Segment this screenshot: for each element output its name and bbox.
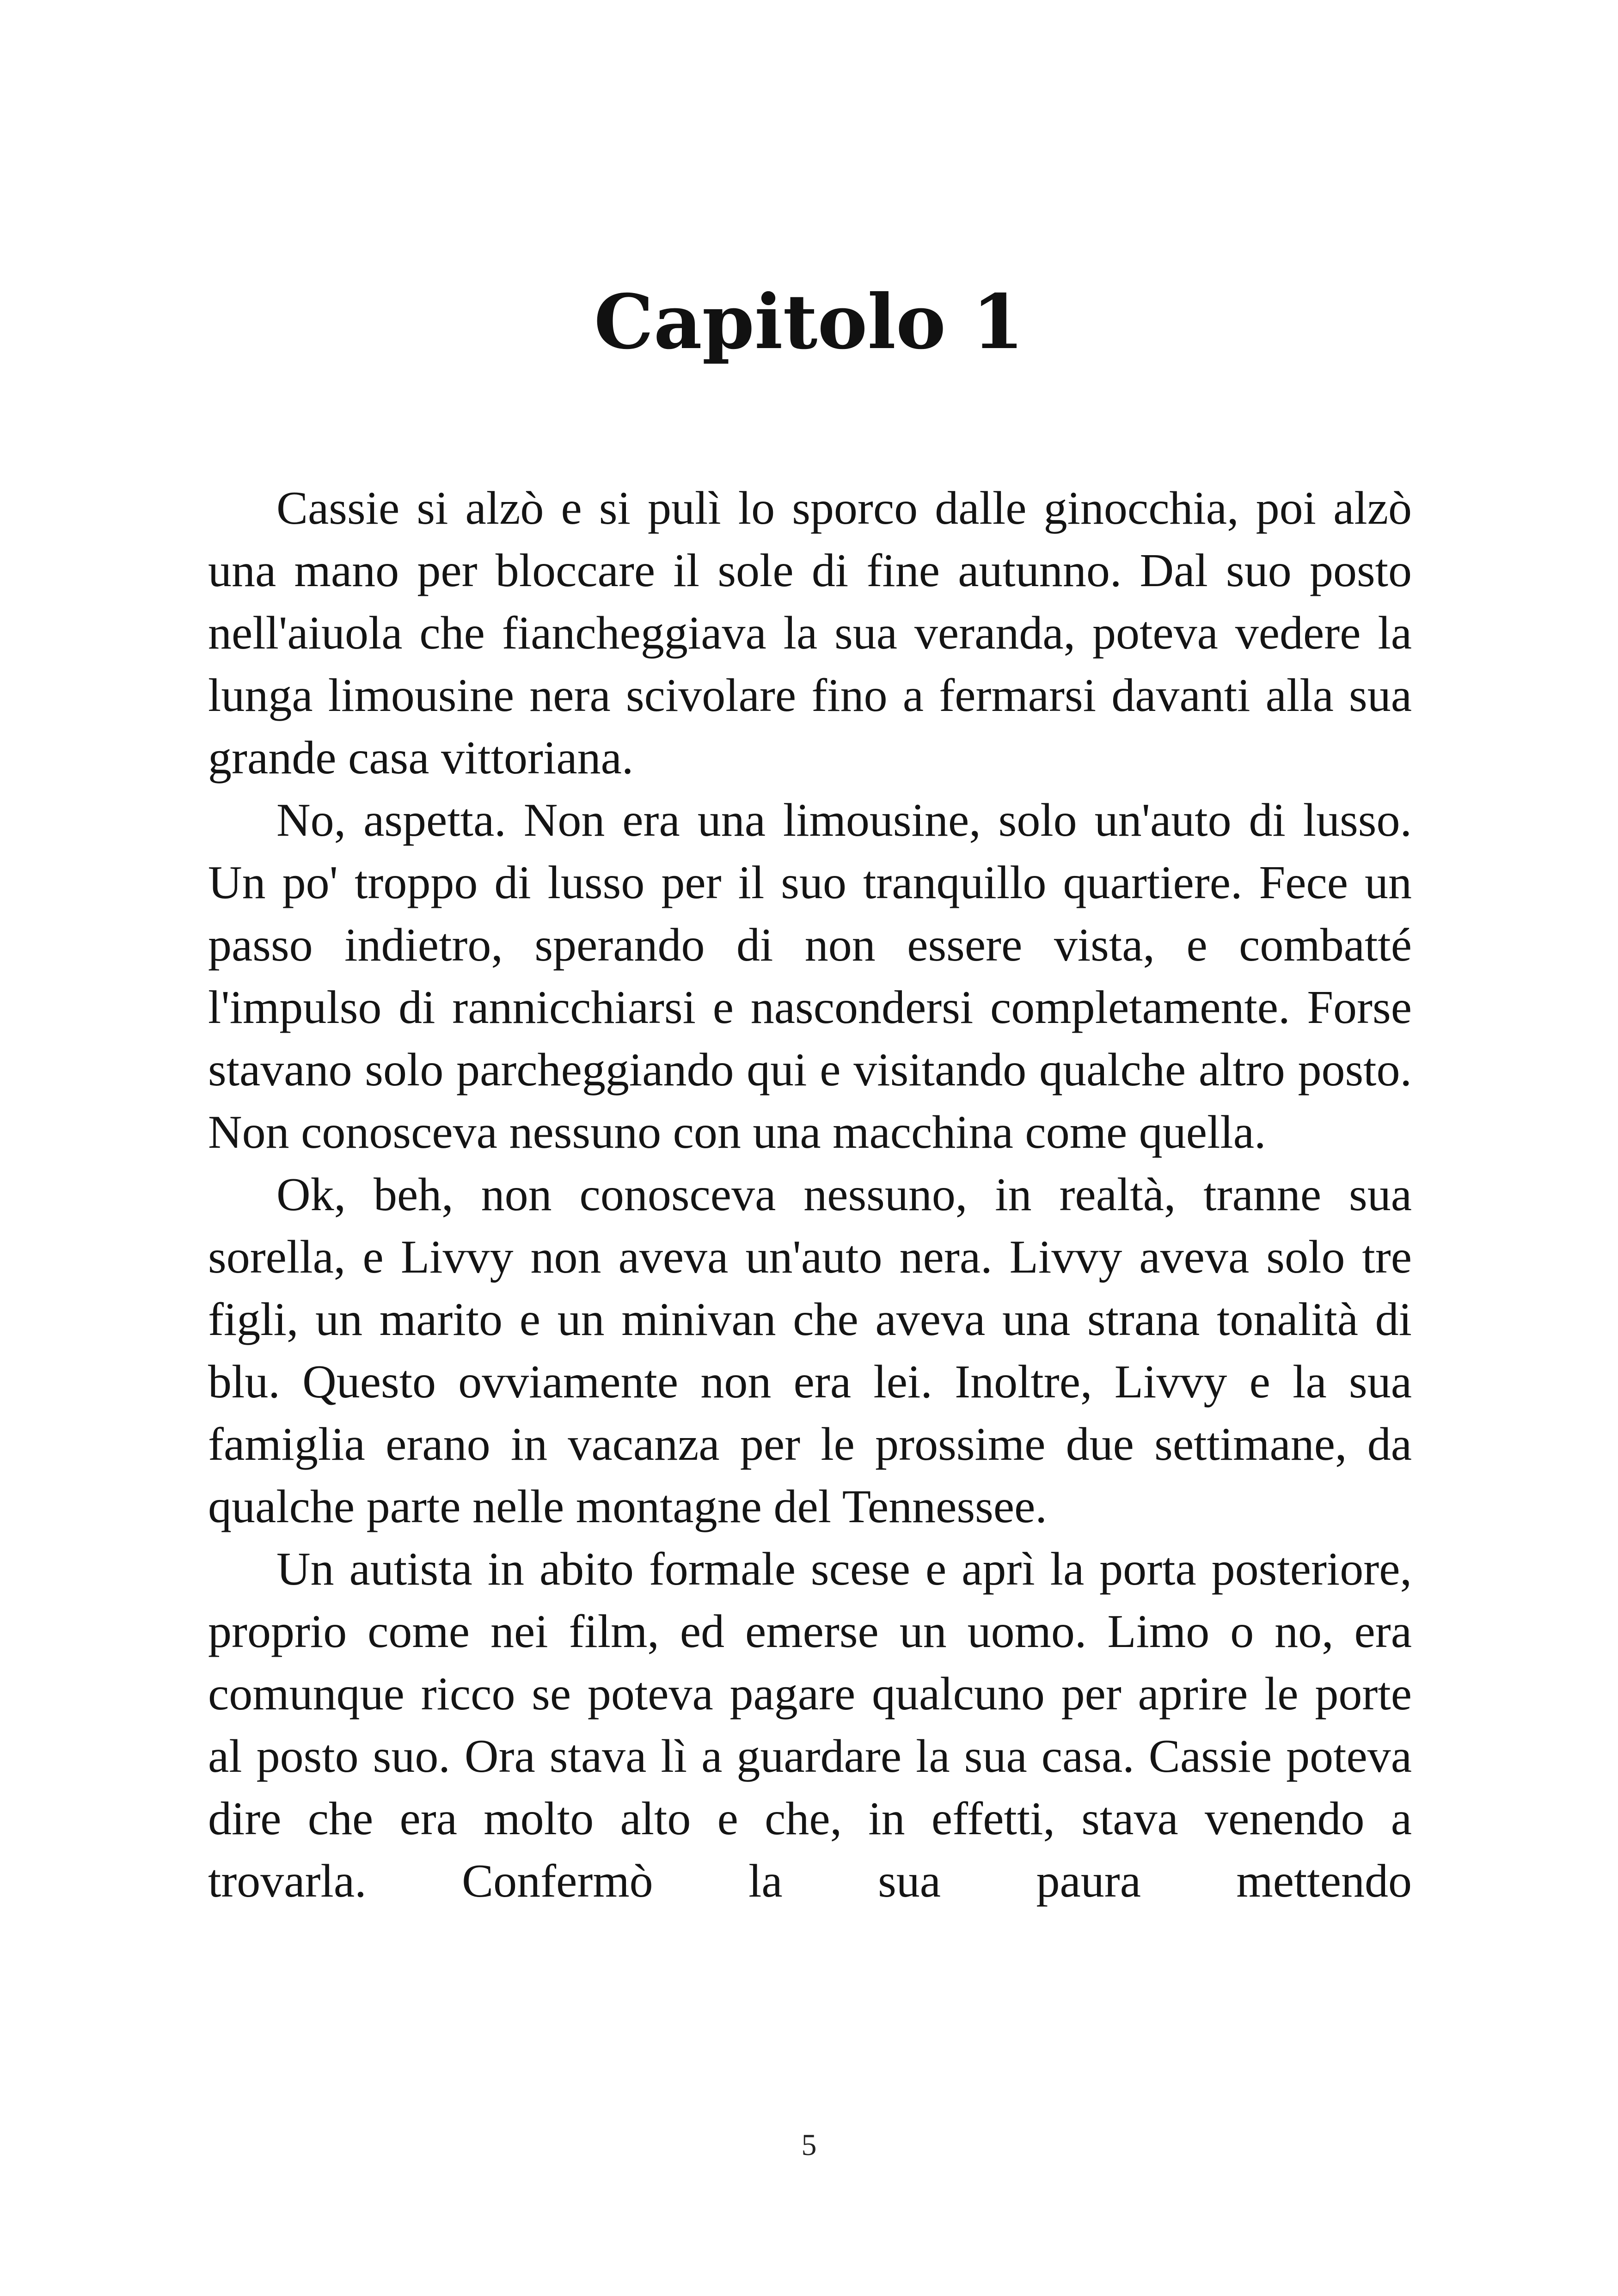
paragraph-2: No, aspetta. Non era una limousine, solo un'auto di lusso. Un po' troppo di lusso per il suo tranquillo quartiere. Fece un passo indietro, sperando di non essere vista, e combatté l'impulso di rannicchiarsi e nascondersi completamente. Forse stavano solo parcheggiando qui e visitando qualche altro posto. Non conosceva nessuno con una macchina come quella. [208,794,1412,1158]
chapter-body [208,477,1412,1912]
paragraph-3: Ok, beh, non conosceva nessuno, in realtà, tranne sua sorella, e Livvy non aveva un'auto nera. Livvy aveva solo tre figli, un marito e un minivan che aveva una strana tonalità di blu. Questo ovviamente non era lei. Inoltre, Livvy e la sua famiglia erano in vacanza per le prossime due settimane, da qualche parte nelle montagne del Tennessee. [208,1169,1412,1533]
paragraph-1: Cassie si alzò e si pulì lo sporco dalle ginocchia, poi alzò una mano per bloccare il sole di fine autunno. Dal suo posto nell'aiuola che fiancheggiava la sua veranda, poteva vedere la lunga limousine nera scivolare fino a fermarsi davanti alla sua grande casa vittoriana. [208,482,1412,784]
paragraph-4: Un autista in abito formale scese e aprì la porta posteriore, proprio come nei film, ed emerse un uomo. Limo o no, era comunque ricco se poteva pagare qualcuno per aprire le porte al posto suo. Ora stava lì a guardare la sua casa. Cassie poteva dire che era molto alto e che, in effetti, stava venendo a trovarla. Confermò la sua paura mettendo [208,1543,1412,1907]
page-number: 5 [801,2128,817,2162]
chapter-title: Capitolo 1 [594,278,1024,366]
